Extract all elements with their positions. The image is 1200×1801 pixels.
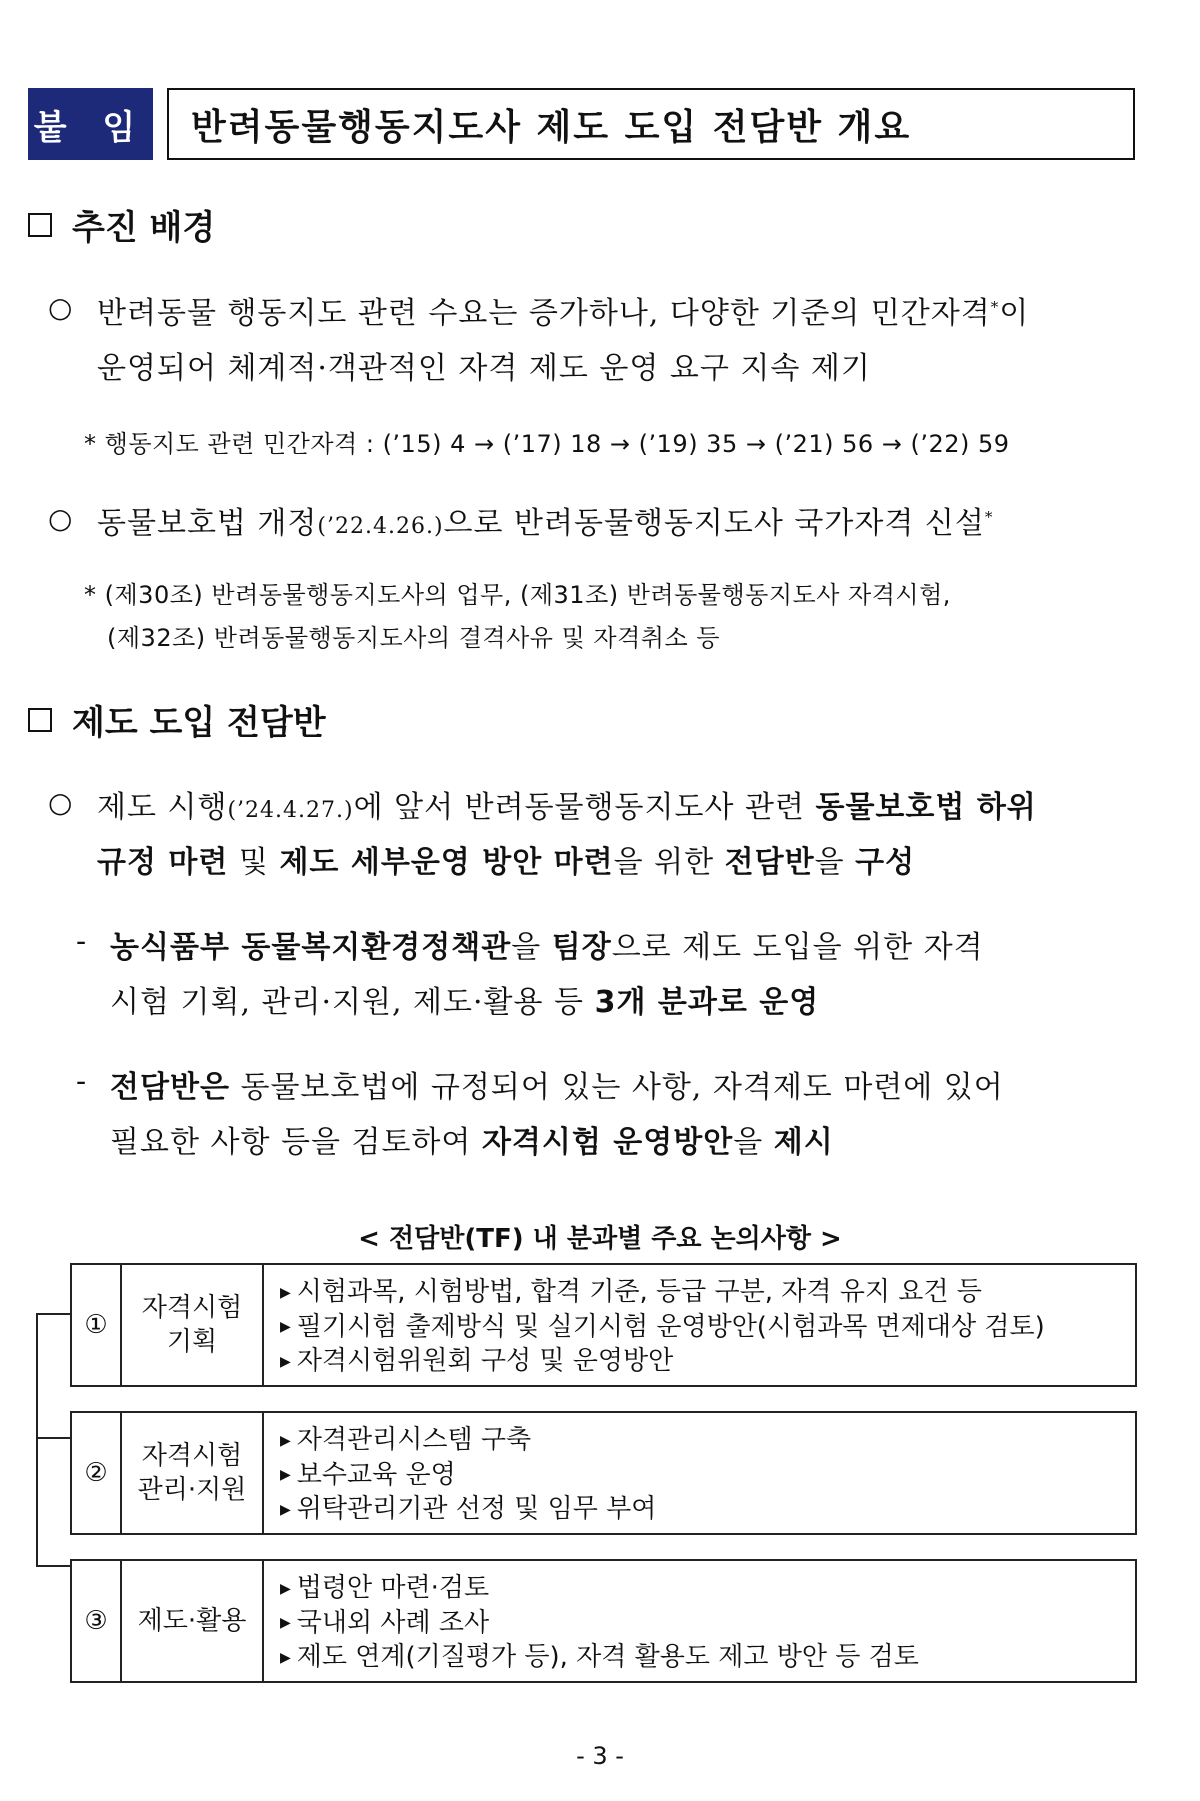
paragraph-line: 시험 기획, 관리·지원, 제도·활용 등 3개 분과로 운영	[110, 985, 820, 1020]
circle-bullet-icon: ○	[48, 291, 73, 324]
list-item: ▶ 자격시험위원회 구성 및 운영방안	[280, 1346, 674, 1376]
triangle-bullet-icon: ▶	[280, 1615, 291, 1631]
row-items	[264, 1413, 1135, 1533]
section-heading-text: 추진 배경	[72, 208, 216, 248]
section-heading-background	[28, 200, 215, 249]
circle-bullet-icon: ○	[48, 786, 73, 819]
section-heading-text: 제도 도입 전담반	[72, 703, 326, 743]
paragraph-line: 동물보호법 개정(’22.4.26.)으로 반려동물행동지도사 국가자격 신설*	[97, 506, 994, 541]
footnote: * (제30조) 반려동물행동지도사의 업무, (제31조) 반려동물행동지도사 자격시험,	[84, 581, 951, 609]
row-category: 자격시험 관리·지원	[122, 1413, 264, 1533]
row-items	[264, 1265, 1135, 1385]
attachment-tag: 붙 임	[28, 88, 153, 160]
paragraph-line: 운영되어 체계적·객관적인 자격 제도 운영 요구 지속 제기	[97, 351, 871, 386]
list-item: ▶ 자격관리시스템 구축	[280, 1425, 532, 1455]
footnote: * 행동지도 관련 민간자격 : (’15) 4 → (’17) 18 → (’19) 35 → (’21) 56 → (’22) 59	[84, 430, 1010, 458]
list-item: ▶ 위탁관리기관 선정 및 임무 부여	[280, 1494, 657, 1524]
triangle-bullet-icon: ▶	[280, 1432, 291, 1449]
row-number: ③	[72, 1561, 122, 1681]
list-item: ▶ 필기시험 출제방식 및 실기시험 운영방안(시험과목 면제대상 검토)	[280, 1311, 1045, 1342]
table-title: < 전담반(TF) 내 분과별 주요 논의사항 >	[358, 1224, 842, 1254]
paragraph-line: 반려동물 행동지도 관련 수요는 증가하나, 다양한 기준의 민간자격*이	[97, 296, 1030, 331]
row-items	[264, 1561, 1135, 1681]
triangle-bullet-icon: ▶	[280, 1467, 291, 1483]
dash-bullet: -	[76, 1064, 87, 1099]
list-item: ▶ 보수교육 운영	[280, 1459, 456, 1490]
triangle-bullet-icon: ▶	[280, 1649, 291, 1666]
table-row	[70, 1559, 1137, 1683]
section-heading-taskforce	[28, 695, 326, 744]
row-number: ①	[72, 1265, 122, 1385]
circle-bullet-icon: ○	[48, 502, 73, 535]
document-title: 반려동물행동지도사 제도 도입 전담반 개요	[167, 88, 1135, 160]
row-number: ②	[72, 1413, 122, 1533]
triangle-bullet-icon: ▶	[280, 1580, 291, 1597]
checkbox-square-icon	[28, 708, 52, 732]
paragraph-line: 농식품부 동물복지환경정책관을 팀장으로 제도 도입을 위한 자격	[110, 930, 984, 965]
row-category: 자격시험 기획	[122, 1265, 264, 1385]
paragraph-line: 규정 마련 및 제도 세부운영 방안 마련을 위한 전담반을 구성	[97, 845, 916, 880]
paragraph-line: 필요한 사항 등을 검토하여 자격시험 운영방안을 제시	[110, 1125, 834, 1160]
paragraph-line: 전담반은 동물보호법에 규정되어 있는 사항, 자격제도 마련에 있어	[110, 1070, 1004, 1105]
connector-line	[36, 1565, 70, 1567]
list-item: ▶ 제도 연계(기질평가 등), 자격 활용도 제고 방안 등 검토	[280, 1642, 919, 1672]
list-item: ▶ 법령안 마련·검토	[280, 1573, 490, 1603]
list-item: ▶ 국내외 사례 조사	[280, 1607, 490, 1638]
triangle-bullet-icon: ▶	[280, 1353, 291, 1370]
row-category: 제도·활용	[122, 1561, 264, 1681]
connector-bracket	[36, 1313, 72, 1565]
connector-line	[36, 1437, 70, 1439]
page-number: - 3 -	[576, 1742, 624, 1770]
table-row	[70, 1411, 1137, 1535]
connector-line	[36, 1313, 70, 1315]
list-item: ▶ 시험과목, 시험방법, 합격 기준, 등급 구분, 자격 유지 요건 등	[280, 1277, 982, 1307]
paragraph-line: 제도 시행(’24.4.27.)에 앞서 반려동물행동지도사 관련 동물보호법 하위	[97, 790, 1037, 825]
checkbox-square-icon	[28, 213, 52, 237]
dash-bullet: -	[76, 924, 87, 959]
footnote: (제32조) 반려동물행동지도사의 결격사유 및 자격취소 등	[107, 624, 720, 652]
triangle-bullet-icon: ▶	[280, 1501, 291, 1518]
triangle-bullet-icon: ▶	[280, 1284, 291, 1301]
triangle-bullet-icon: ▶	[280, 1319, 291, 1335]
table-row	[70, 1263, 1137, 1387]
